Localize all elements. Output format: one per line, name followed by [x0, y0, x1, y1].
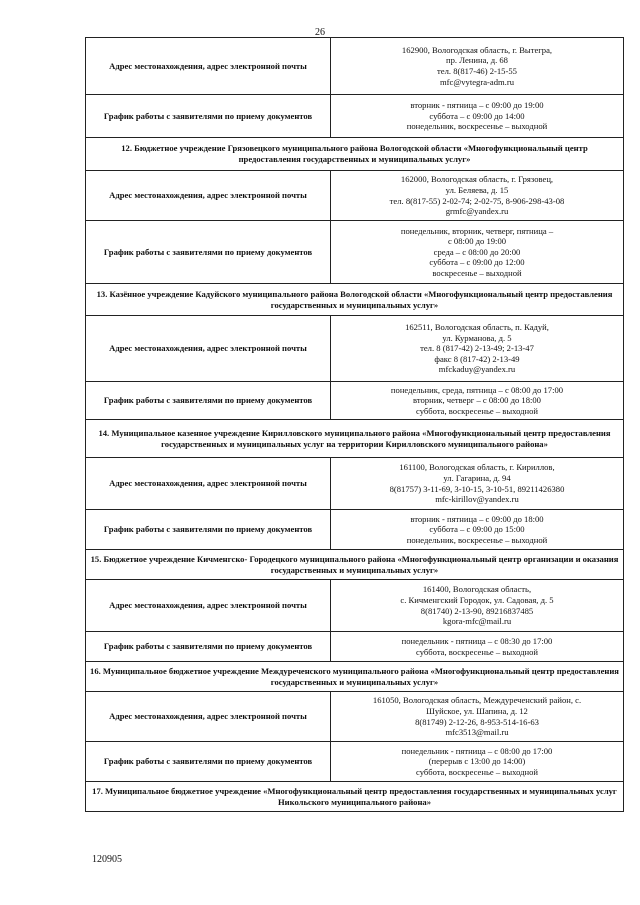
- table-row: [86, 38, 624, 95]
- address-line: 161050, Вологодская область, Междуреченский район, с.: [372, 695, 582, 706]
- schedule-line: с 08:00 до 19:00: [447, 236, 507, 247]
- schedule-value-cell: [331, 221, 624, 284]
- address-label-cell: Адрес местонахождения, адрес электронной почты: [86, 171, 331, 221]
- mfc-table: [85, 37, 624, 812]
- address-line: 161400, Вологодская область,: [422, 584, 532, 595]
- address-value-cell: [331, 316, 624, 382]
- address-line: факс 8 (817-42) 2-13-49: [434, 353, 520, 364]
- schedule-line: среда – с 08:00 до 20:00: [433, 246, 521, 257]
- address-value-cell: [331, 171, 624, 221]
- section-heading-15: 15. Бюджетное учреждение Кичменгско- Городецкого муниципального района «Многофункциональный центр организации и оказания государственных и муниципальных услуг»: [86, 550, 624, 580]
- schedule-value-cell: [331, 742, 624, 782]
- address-line: ул. Гагарина, д. 94: [443, 472, 511, 483]
- address-line: 8(81749) 2-12-26, 8-953-514-16-63: [415, 716, 539, 727]
- email-line: grmfc@yandex.ru: [445, 206, 509, 217]
- address-line: 8(81740) 2-13-90, 89216837485: [420, 605, 534, 616]
- email-line: mfc@vytegra-adm.ru: [439, 76, 514, 87]
- table-row: [86, 632, 624, 662]
- schedule-label-cell: График работы с заявителями по приему документов: [86, 632, 331, 662]
- email-line: mfckaduy@yandex.ru: [438, 364, 516, 375]
- schedule-line: вторник, четверг – с 08:00 до 18:00: [413, 395, 541, 406]
- schedule-line: суббота – с 09:00 до 12:00: [429, 257, 525, 268]
- table-row: [86, 458, 624, 510]
- address-line: 161100, Вологодская область, г. Кириллов,: [399, 462, 555, 473]
- section-heading-17: 17. Муниципальное бюджетное учреждение «Многофункциональный центр предоставления государственных и муниципальных услуг Никольского муниципального района»: [86, 782, 624, 812]
- address-line: 8(81757) 3-11-69, 3-10-15, 3-10-51, 89211426380: [389, 483, 565, 494]
- address-line: тел. 8 (817-42) 2-13-49; 2-13-47: [420, 343, 534, 354]
- schedule-line: понедельник - пятница – с 08:00 до 17:00: [401, 745, 553, 756]
- table-row: [86, 171, 624, 221]
- table-row: [86, 221, 624, 284]
- address-line: тел. 8(817-46) 2-15-55: [437, 66, 517, 76]
- table-row: [86, 284, 624, 316]
- table-row: [86, 662, 624, 692]
- schedule-value-cell: [331, 632, 624, 662]
- address-value-cell: [331, 458, 624, 510]
- schedule-line: понедельник - пятница – с 08:30 до 17:00: [401, 635, 553, 646]
- schedule-line: (перерыв с 13:00 до 14:00): [428, 756, 526, 767]
- schedule-value-cell: [331, 95, 624, 138]
- address-line: тел. 8(817-55) 2-02-74; 2-02-75, 8-906-298-43-08: [389, 195, 565, 206]
- table-row: [86, 316, 624, 382]
- address-line: с. Кичменгский Городок, ул. Садовая, д. 5: [400, 594, 554, 605]
- address-value-cell: [331, 38, 624, 95]
- table-row: [86, 580, 624, 632]
- table-row: [86, 95, 624, 138]
- email-line: mfc3513@mail.ru: [445, 727, 509, 738]
- schedule-value-cell: [331, 382, 624, 420]
- address-line: пр. Ленина, д. 68: [446, 55, 508, 66]
- schedule-line: суббота – с 09:00 до 15:00: [429, 524, 525, 535]
- schedule-line: суббота, воскресенье – выходной: [416, 646, 538, 657]
- address-value-cell: [331, 580, 624, 632]
- schedule-line: суббота, воскресенье – выходной: [416, 766, 538, 777]
- schedule-line: понедельник, среда, пятница – с 08:00 до 17:00: [390, 384, 564, 395]
- address-line: ул. Курманова, д. 5: [442, 332, 512, 343]
- address-label-cell: Адрес местонахождения, адрес электронной почты: [86, 316, 331, 382]
- address-line: ул. Беляева, д. 15: [445, 184, 509, 195]
- table-row: [86, 550, 624, 580]
- email-line: kgora-mfc@mail.ru: [442, 616, 512, 627]
- address-line: 162000, Вологодская область, г. Грязовец,: [400, 174, 554, 185]
- section-heading-16: 16. Муниципальное бюджетное учреждение Междуреченского муниципального района «Многофункциональный центр предоставления государственных и муниципальных услуг»: [86, 662, 624, 692]
- section-heading-13: 13. Казённое учреждение Кадуйского муниципального района Вологодской области «Многофункциональный центр предоставления государственных и муниципальных услуг»: [86, 284, 624, 316]
- address-label-cell: Адрес местонахождения, адрес электронной почты: [86, 38, 331, 95]
- schedule-line: понедельник, вторник, четверг, пятница –: [400, 225, 554, 236]
- address-value-cell: [331, 692, 624, 742]
- table-row: [86, 510, 624, 550]
- schedule-line: понедельник, воскресенье – выходной: [406, 534, 548, 545]
- table-row: [86, 692, 624, 742]
- email-line: mfc-kirillov@yandex.ru: [435, 494, 519, 505]
- address-label-cell: Адрес местонахождения, адрес электронной почты: [86, 692, 331, 742]
- address-label-cell: Адрес местонахождения, адрес электронной почты: [86, 458, 331, 510]
- schedule-label-cell: График работы с заявителями по приему документов: [86, 742, 331, 782]
- page-number: 26: [315, 27, 325, 38]
- section-heading-12: 12. Бюджетное учреждение Грязовецкого муниципального района Вологодской области «Многофункциональный центр предоставления государственных и муниципальных услуг»: [86, 138, 624, 171]
- section-heading-14: 14. Муниципальное казенное учреждение Кирилловского муниципального района «Многофункциональный центр предоставления государственных и муниципальных услуг на территории Кирилловского муниципального района»: [86, 420, 624, 458]
- address-line: 162900, Вологодская область, г. Вытегра,: [401, 44, 553, 55]
- table-row: [86, 742, 624, 782]
- table-row: [86, 420, 624, 458]
- schedule-label-cell: График работы с заявителями по приему документов: [86, 510, 331, 550]
- schedule-value-cell: [331, 510, 624, 550]
- address-line: 162511, Вологодская область, п. Кадуй,: [405, 322, 549, 333]
- table-row: [86, 382, 624, 420]
- schedule-line: вторник - пятница – с 09:00 до 19:00: [410, 100, 544, 111]
- schedule-label-cell: График работы с заявителями по приему документов: [86, 382, 331, 420]
- schedule-line: суббота, воскресенье – выходной: [416, 405, 538, 416]
- address-label-cell: Адрес местонахождения, адрес электронной почты: [86, 580, 331, 632]
- schedule-label-cell: График работы с заявителями по приему документов: [86, 221, 331, 284]
- schedule-line: суббота – с 09:00 до 14:00: [429, 110, 525, 121]
- schedule-label-cell: График работы с заявителями по приему документов: [86, 95, 331, 138]
- schedule-line: воскресенье – выходной: [432, 267, 522, 278]
- schedule-line: понедельник, воскресенье – выходной: [406, 121, 548, 132]
- schedule-line: вторник - пятница – с 09:00 до 18:00: [410, 513, 544, 524]
- table-row: [86, 782, 624, 812]
- footer-code: 120905: [92, 854, 122, 865]
- table-row: [86, 138, 624, 171]
- address-line: Шуйское, ул. Шапина, д. 12: [426, 705, 528, 716]
